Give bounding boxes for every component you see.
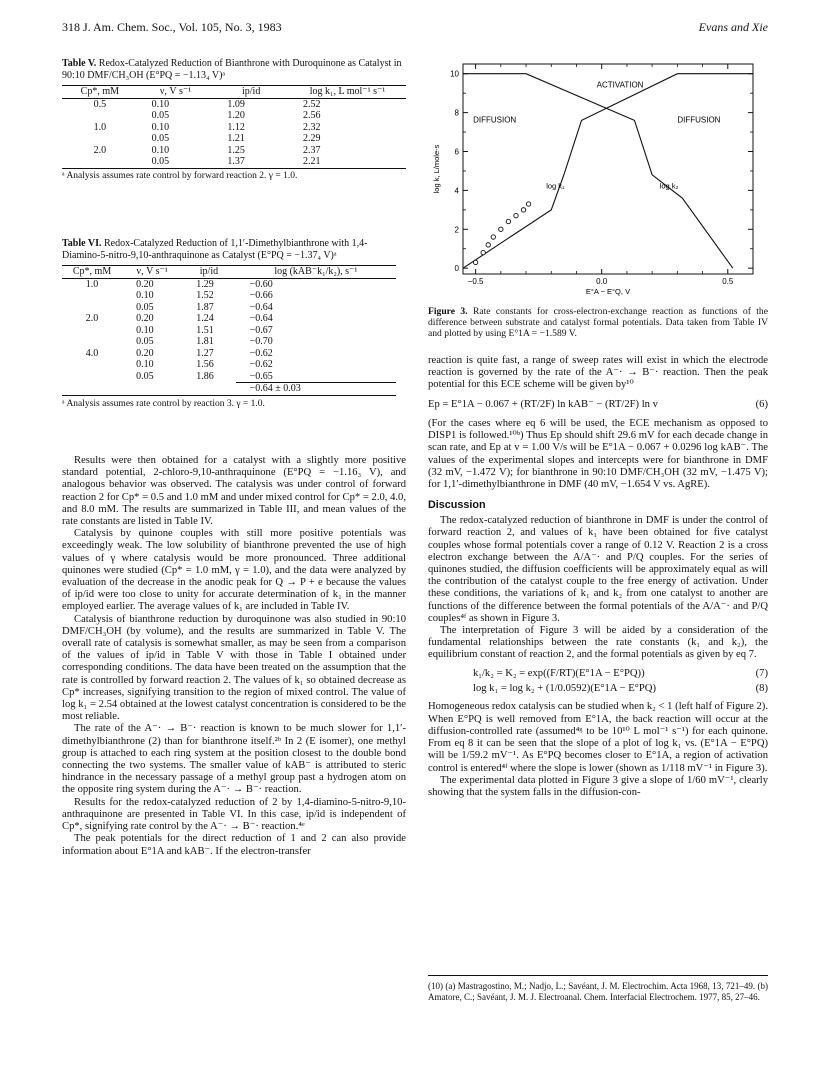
table-cell: 0.10 [136,324,154,336]
table-6-caption: Table VI. Redox-Catalyzed Reduction of 1,1′-Dimethylbianthrone with 1,4-Diamino-5-nitro-9,10-anthraquinone as Catalyst (E°PQ = −1.37₄ V)ᵃ [62,238,368,261]
table-cell: 0.05 [136,336,154,347]
table-cell: 1.37 [213,156,289,168]
table-cell: −0.62 [249,359,273,370]
table-cell: 1.21 [227,133,245,144]
paragraph: Results for the redox-catalyzed reduction of 2 by 1,4-diamino-5-nitro-9,10-anthraquinone are presented in Table VI. In this case, ip/id is independent of Cp*, signifying rate control by the A⁻· → B⁻· reaction.⁴ᵉ [62,796,406,833]
table-cell: 1.29 [196,278,214,290]
y-tick-label: 2 [454,225,459,235]
table-cell: 0.10 [151,121,170,133]
table-row [62,278,396,290]
table-cell: 2.29 [303,133,321,144]
x-tick-label: −0.5 [467,277,484,286]
table-cell: 0.05 [136,301,154,313]
data-point [499,227,503,231]
table-cell: 1.09 [227,98,245,110]
table-row [62,302,396,314]
figure-3 [425,56,765,304]
table-cell: 1.51 [196,324,214,336]
equation-6: Ep = E°1A − 0.067 + (RT/2F) ln kAB⁻ − (RT/2F) ln v (6) [428,398,768,410]
table-cell: 0.10 [136,290,154,301]
table-row [62,156,406,168]
running-header: 318 J. Am. Chem. Soc., Vol. 105, No. 3, 1983 [62,20,282,34]
table-6-footnote: ᵃ Analysis assumes rate control by reaction 3. γ = 1.0. [62,398,265,409]
y-tick-label: 6 [454,147,459,157]
table-cell: 1.56 [196,359,214,370]
paragraph: The rate of the A⁻· → B⁻· reaction is known to be much slower for 1,1′-dimethylbianthrone (2) than for bianthrone itself.²ᵇ In 2 (E isomer), one methyl group is attached to each ring system at the position closest to the double bond connecting the two systems. The smaller value of kAB⁻ is attributed to steric hindrance in the necessary passage of a methyl group past a hydrogen atom on the opposite ring system during the A⁻· → B⁻· reaction. [62,723,406,796]
paragraph: The interpretation of Figure 3 will be aided by a consideration of the fundamental relationships between the rate constants (k₁ and k₂), the equilibrium constant of reaction 2, and the formal potentials as given by eq 7. [428,625,768,661]
table-row [62,133,406,145]
table-cell: 1.20 [227,110,245,121]
plot-frame [463,64,753,274]
y-tick-label: 0 [454,264,459,274]
series-line-logk2 [463,74,733,268]
table-cell [62,133,138,145]
table-cell: 0.05 [136,370,154,382]
y-tick-label: 4 [454,186,459,196]
table-cell: 2.21 [289,156,406,168]
table-row [62,98,406,110]
x-tick-label: 0.0 [596,277,608,286]
figure-3-caption: Figure 3. Rate constants for cross-electron-exchange reaction as functions of the difference between substrate and catalyst formal potentials. Data taken from Table IV and plotted by using E°1A = −1.589 V. [428,306,768,339]
label-logk1: log k₁ [546,181,565,191]
table-cell: 0.20 [136,278,154,290]
paragraph: Catalysis of bianthrone reduction by duroquinone was also studied in 90:10 DMF/CH₃OH (by volume), and the results are summarized in Table V. The overall rate of catalysis is somewhat smaller, as may be seen from a comparison of the values of ip/id in Table V with those in Table I obtained under corresponding conditions. The data have been treated on the assumption that the rate is controlled by forward reaction 2. The values of k₁ so obtained decrease as Cp* increases, signifying transition to the region of mixed control. The value of log k₁ = 2.54 obtained at the lowest catalyst concentration is considered to be the most reliable. [62,613,406,723]
table-cell: −0.67 [249,324,273,336]
right-body-text [428,355,768,799]
data-point [514,213,518,217]
table-6 [62,238,396,410]
footnote-block [428,975,768,1002]
data-point [526,202,530,206]
paragraph: Homogeneous redox catalysis can be studied when k₂ < 1 (left half of Figure 2). When E°PQ is well removed from E°1A, the back reaction will occur at the diffusion-controlled rate (assumed⁴ᵍ to be 10¹⁰ L mol⁻¹ s⁻¹) for each quinone. From eq 8 it can be seen that the slope of a plot of log k₁ vs. (E°1A − E°PQ) will be 1/59.2 mV⁻¹. As E°PQ becomes closer to E°1A, a region of activation control is entered⁴ᶠ where the slope is lower (shown as 1/118 mV⁻¹ in Figure 3). [428,701,768,774]
paragraph: The redox-catalyzed reduction of bianthrone in DMF is under the control of forward reaction 2, and values of k₁ have been obtained for five catalyst couples whose formal potentials cover a range of 0.12 V. Reaction 2 is a cross electron exchange between the A/A⁻· and P/Q couples. For the series of quinones studied, the diffusion coefficients will be approximately equal as will the contribution of the catalyst couple to the free energy of activation. Under these conditions, the variations of k₁ and k₂ from one catalyst to another are functions of the difference between the formal potentials of the A/A⁻· and P/Q couples⁴ᶠ as shown in Figure 3. [428,515,768,624]
table-cell: 0.05 [138,156,214,168]
table-cell: 1.52 [196,290,214,301]
table-cell [62,336,122,348]
x-axis-label: E°A − E°Q, V [585,287,631,296]
table-row [62,359,396,371]
table-cell: −0.62 [249,347,273,359]
table-cell: −0.66 [249,290,273,301]
table-cell: 0.10 [136,359,154,370]
paragraph: (For the cases where eq 6 will be used, the ECE mechanism as opposed to DISP1 is followed.¹⁰ᵇ) Thus Ep should shift 29.6 mV for each decade change in scan rate, and Ep at v = 1.00 V/s will be E°1A − 0.067 + 0.0296 log kAB⁻. The values of the experimental slopes and intercepts were for bianthrone in DMF (32 mV, −1.472 V); for bianthrone in 90:10 DMF/CH₃OH (32 mV, −1.475 V); for 1,1′-dimethylbianthrone in DMF (40 mV, −1.654 V vs. AgRE). [428,418,768,491]
table-row [62,145,406,157]
author-header: Evans and Xie [698,20,768,34]
table-cell: 0.10 [151,98,170,110]
figure-3-chart [425,56,765,304]
label-activation: ACTIVATION [596,80,644,90]
table-row [62,110,406,122]
label-diffusion-right: DIFFUSION [677,115,721,125]
label-diffusion-left: DIFFUSION [473,115,517,125]
table-cell: 0.20 [136,347,154,359]
data-point [506,219,510,223]
table-cell-mean: −0.64 ± 0.03 [236,383,396,396]
table-cell: 0.05 [151,110,170,121]
table-cell: 2.37 [303,144,321,156]
table-cell: 2.0 [93,144,107,156]
equation-8: log k₁ = log k₂ + (1/0.0592)(E°1A − E°PQ) (8) [473,683,768,695]
table-cell [62,359,122,371]
section-heading: Discussion [428,499,486,512]
table-5-footnote: ᵃ Analysis assumes rate control by forward reaction 2. γ = 1.0. [62,170,298,181]
table-cell: 1.25 [227,144,245,156]
table-cell: 0.5 [93,98,107,110]
paragraph: The peak potentials for the direct reduction of 1 and 2 can also provide information about E°1A and kAB⁻. If the electron-transfer [62,833,406,857]
paragraph: Results were then obtained for a catalyst with a slightly more positive standard potential, 2-chloro-9,10-anthraquinone (E°PQ = −1.16₃ V), and analogous behavior was observed. The catalysis was under control of forward reaction 2 for Cp* = 0.5 and 1.0 mM and under mixed control for Cp* = 2.0, 4.0, and 8.0 mM. The results are summarized in Table III, and mean values of the rate constants are listed in Table IV. [62,455,406,528]
table-row [62,383,396,396]
y-tick-label: 8 [454,108,459,118]
y-axis-label: log k, L/mole-s [432,144,441,194]
table-cell: 1.12 [227,121,245,133]
table-cell: −0.60 [249,278,273,290]
paragraph: reaction is quite fast, a range of sweep rates will exist in which the electrode reaction is governed by the rate of the A⁻· → B⁻· reaction. Then the peak potential for this ECE scheme will be given by¹⁰ [428,355,768,391]
table-cell: 2.32 [303,121,321,133]
table-cell [62,290,122,302]
data-point [491,235,495,239]
table-cell: 2.56 [303,110,321,121]
table-row [62,325,396,337]
equation-7: k₁/k₂ = K₂ = exp((F/RT)(E°1A − E°PQ)) (7) [473,667,768,679]
table-cell: 1.81 [196,336,214,347]
table-cell: 1.24 [196,313,214,324]
data-point [486,243,490,247]
table-cell: 2.52 [303,98,321,110]
table-row [62,122,406,134]
series-line-logk1 [463,74,753,268]
table-cell: 2.0 [85,313,99,324]
label-logk2: log k₂ [659,181,679,191]
table-cell: −0.70 [249,336,273,347]
table-6-grid: Cp*, mM ν, V s⁻¹ ip/id log (kAB⁻k₁/k₂), s⁻¹ 1.0 0.20 1.29 −0.60 0.10 1.52 −0.66 0.05 1.87 −0.64 2.0 0.20 1.24 −0.64 0.10 1.51 −0.67 0.05 1.81 −0.70 4.0 0.20 1.27 −0.62 0.10 1.56 −0.62 0.05 1.86 −0.65 −0.64 ± 0.03 [62,265,396,396]
table-cell: 1.87 [196,301,214,313]
table-cell [62,325,122,337]
table-row [62,348,396,360]
left-body-text [62,455,406,858]
table-cell: 4.0 [85,347,99,359]
table-cell: 0.20 [136,313,154,324]
table-row [62,313,396,325]
table-row [62,336,396,348]
table-row [62,371,396,383]
data-point [481,250,485,254]
table-cell: 0.10 [151,144,170,156]
x-tick-label: 0.5 [722,277,734,286]
table-cell: −0.64 [249,313,273,324]
paragraph: Catalysis by quinone couples with still more positive potentials was exceedingly weak. The low solubility of bianthrone prevented the use of high values of γ where catalysis would be more pronounced. Three additional quinones were studied (Cp* = 1.0 mM, γ = 1.0), and the data were analyzed by evaluation of the decrease in the anodic peak for Q → P + e because the values of ip/id were too close to unity for accurate determination of k₁ in the manner employed earlier. The average values of k₁ are included in Table IV. [62,528,406,613]
data-point [473,260,477,264]
table-5-grid: Cp*, mM ν, V s⁻¹ ip/id log k₁, L mol⁻¹ s⁻¹ 0.5 0.10 1.09 2.52 0.05 1.20 2.56 1.0 0.10 1.12 2.32 0.05 1.21 2.29 2.0 0.10 1.25 2.37 0.05 1.37 2.21 [62,85,406,169]
table-cell: 0.05 [151,133,170,144]
table-5-caption: Table V. Redox-Catalyzed Reduction of Bianthrone with Duroquinone as Catalyst in 90:10 DMF/CH₃OH (E°PQ = −1.13₄ V)ᵃ [62,58,402,81]
footnote-10: (10) (a) Mastragostino, M.; Nadjo, L.; Savéant, J. M. Electrochim. Acta 1968, 13, 721–49. (b) Amatore, C.; Savéant, J. M. J. Electroanal. Chem. Interfacial Electrochem. 1977, 85, 27–46. [428,981,768,1002]
table-cell: 1.27 [196,347,214,359]
y-tick-label: 10 [450,69,459,79]
table-cell: 1.0 [93,121,107,133]
table-cell: −0.64 [249,301,273,313]
paragraph: The experimental data plotted in Figure 3 give a slope of 1/60 mV⁻¹, clearly showing that the system falls in the diffusion-con- [428,774,768,798]
table-cell [62,156,138,168]
table-cell [62,371,122,383]
table-5 [62,58,406,182]
table-row [62,290,396,302]
data-point [521,208,525,212]
table-cell: −0.65 [249,370,273,382]
table-cell [62,302,122,314]
table-cell [62,110,138,122]
table-cell: 1.0 [85,278,99,290]
table-cell: 1.86 [196,370,214,382]
